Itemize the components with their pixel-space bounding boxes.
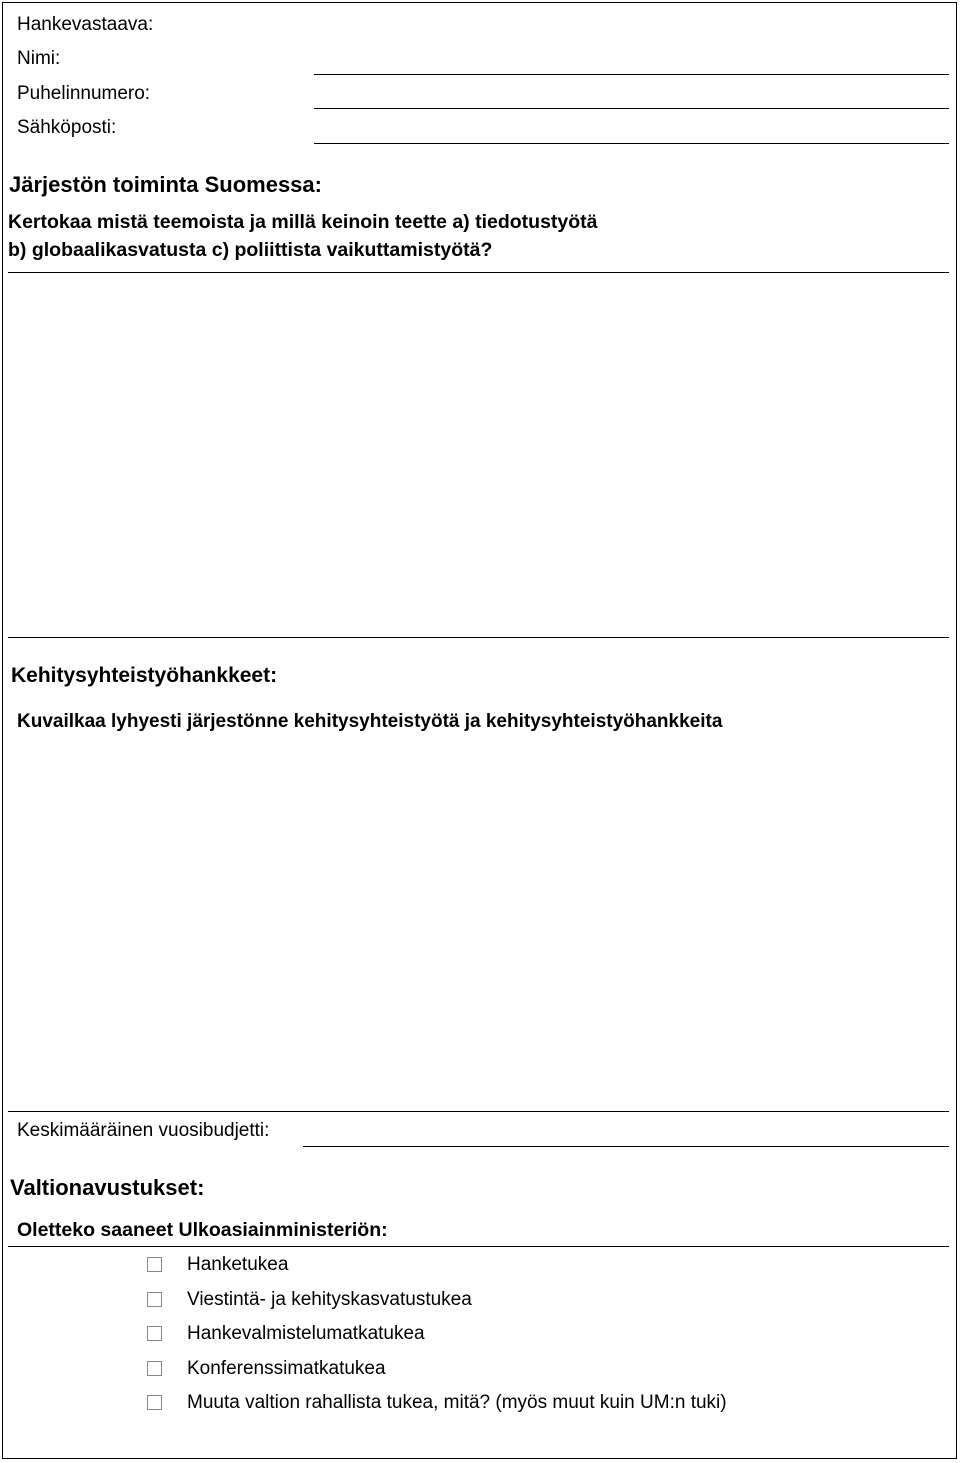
contact-header: Hankevastaava: [17,14,154,35]
grant-option-label: Hanketukea [187,1254,289,1275]
name-field[interactable] [314,74,949,75]
activity-heading: Järjestön toiminta Suomessa: [9,172,322,197]
development-answer-bottom-line [8,1111,949,1112]
grant-option-label: Muuta valtion rahallista tukea, mitä? (myös muut kuin UM:n tuki) [187,1392,727,1413]
grants-question: Oletteko saaneet Ulkoasiainministeriön: [17,1219,388,1241]
grant-option-label: Konferenssimatkatukea [187,1358,386,1379]
grant-option-checkbox[interactable] [147,1361,162,1376]
phone-field[interactable] [314,108,949,109]
grant-option-checkbox[interactable] [147,1292,162,1307]
activity-answer-bottom-line [8,637,949,638]
development-answer-area[interactable] [8,742,949,1110]
budget-label: Keskimääräinen vuosibudjetti: [17,1120,270,1141]
grants-heading: Valtionavustukset: [10,1175,205,1200]
grant-option-checkbox[interactable] [147,1326,162,1341]
activity-answer-top-line [8,272,949,273]
grants-question-line [8,1246,949,1247]
activity-answer-area[interactable] [8,274,949,636]
budget-field[interactable] [303,1146,949,1147]
grant-option-label: Hankevalmistelumatkatukea [187,1323,425,1344]
activity-question-line2: b) globaalikasvatusta c) poliittista vaikuttamistyötä? [8,239,493,261]
development-heading: Kehitysyhteistyöhankkeet: [11,664,278,687]
name-label: Nimi: [17,48,61,69]
grant-option-checkbox[interactable] [147,1257,162,1272]
grant-option-checkbox[interactable] [147,1395,162,1410]
email-label: Sähköposti: [17,117,117,138]
grant-option-label: Viestintä- ja kehityskasvatustukea [187,1289,472,1310]
activity-question-line1: Kertokaa mistä teemoista ja millä keinoin teette a) tiedotustyötä [8,211,598,233]
phone-label: Puhelinnumero: [17,83,151,104]
email-field[interactable] [314,143,949,144]
development-question: Kuvailkaa lyhyesti järjestönne kehitysyhteistyötä ja kehitysyhteistyöhankkeita [17,711,723,732]
